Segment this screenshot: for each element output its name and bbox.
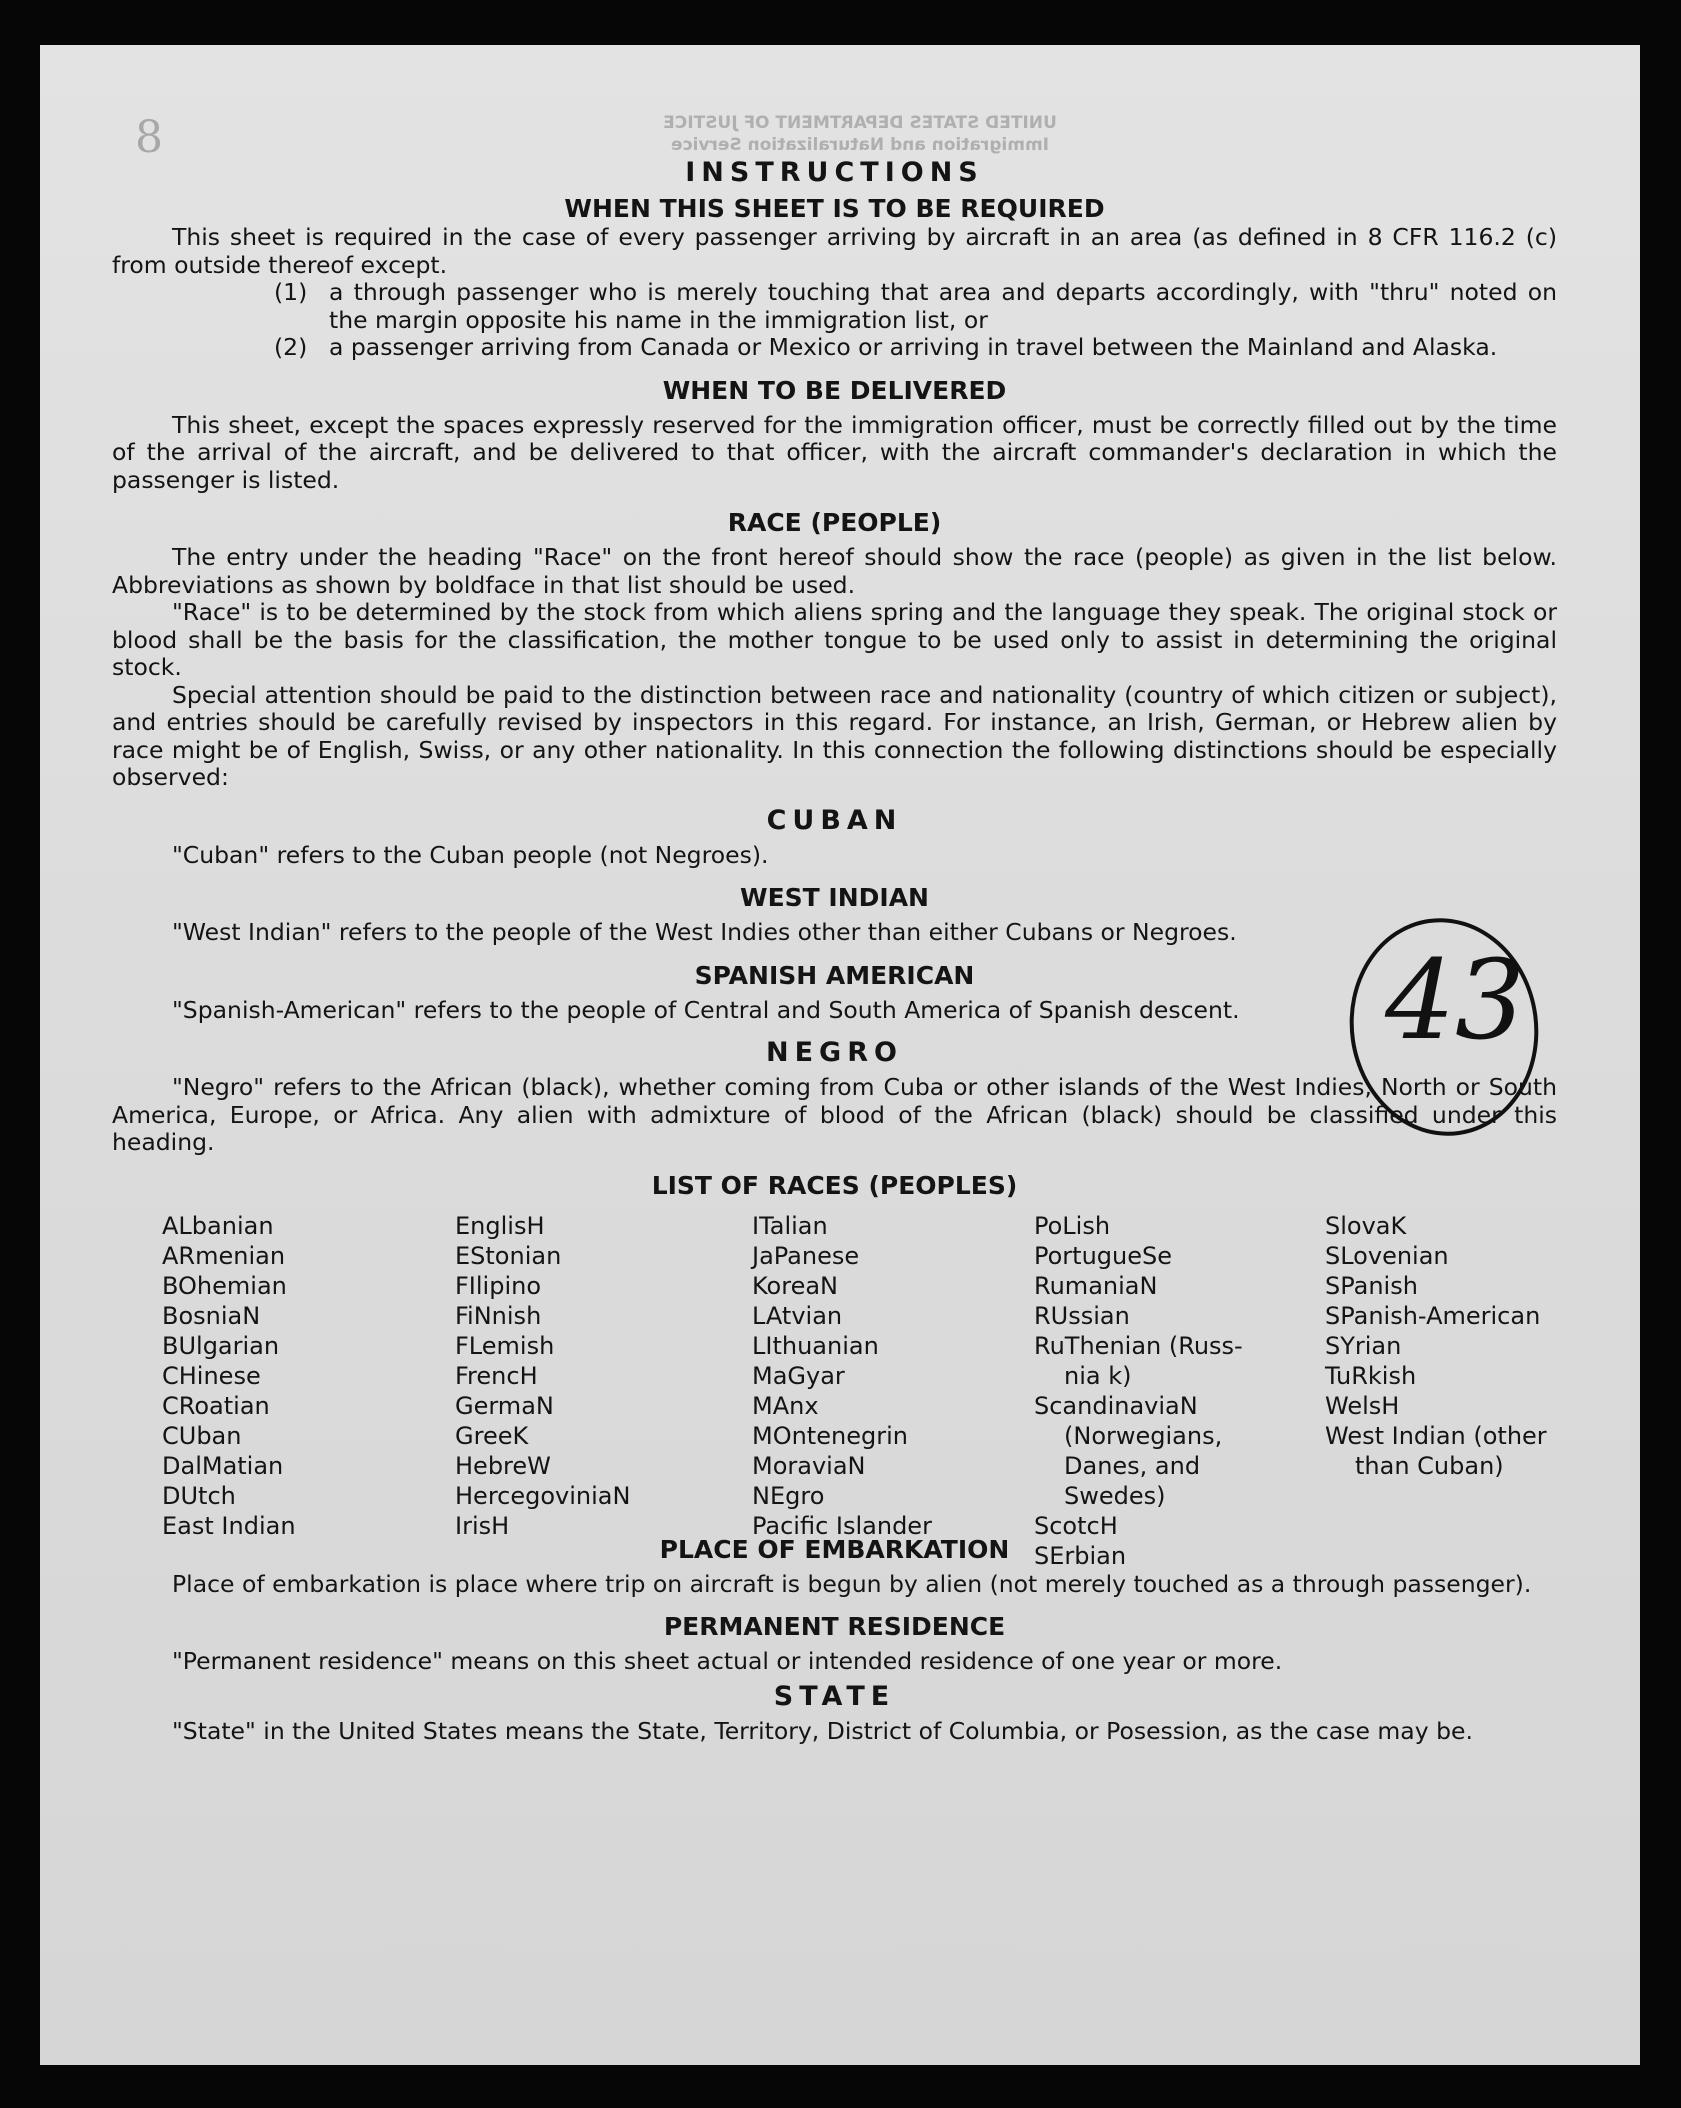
exception-number: (1) [274,278,308,306]
race-column-4 [1034,1211,1243,1571]
race-entry: FiNnish [455,1301,542,1330]
cuban-text: "Cuban" refers to the Cuban people (not Negroes). [172,840,769,869]
race-entry: RumaniaN [1034,1271,1158,1300]
race-entry: LAtvian [752,1301,843,1330]
heading-spanish-american: SPANISH AMERICAN [694,960,975,990]
exception-item [274,334,1557,362]
race-entry: FrencH [455,1361,538,1390]
heading-state: STATE [773,1680,896,1712]
race-entry: EStonian [455,1241,562,1270]
race-entry: BUlgarian [162,1331,280,1360]
exception-number: (2) [274,333,308,361]
race-entry: RuThenian (Russ- [1034,1331,1243,1360]
race-entry: ALbanian [162,1211,274,1240]
race-entry: nia k) [1064,1361,1132,1390]
race-entry: (Norwegians, [1064,1421,1223,1450]
race-entry: SPanish [1325,1271,1418,1300]
exception-item [274,279,1557,334]
section-heading-required: WHEN THIS SHEET IS TO BE REQUIRED [564,194,1105,223]
race-entry: SLovenian [1325,1241,1449,1270]
exception-list [274,279,1557,362]
race-entry: EnglisH [455,1211,545,1240]
race-entry: BosniaN [162,1301,261,1330]
race-entry: NEgro [752,1481,825,1510]
race-entry: DUtch [162,1481,236,1510]
race-column-5 [1325,1211,1547,1481]
handwritten-number: 43 [1385,936,1525,1064]
race-entry: MOntenegrin [752,1421,908,1450]
race-entry: SlovaK [1325,1211,1407,1240]
race-entry: East Indian [162,1511,296,1540]
race-entry: FIlipino [455,1271,542,1300]
race-entry: GermaN [455,1391,554,1420]
race-paragraph-1: The entry under the heading "Race" on the front hereof should show the race (people) as given in the list below. Abbreviations as shown by boldface in that list should be used. [112,543,1557,599]
race-entry: SPanish-American [1325,1301,1541,1330]
race-paragraph-3: Special attention should be paid to the distinction between race and nationality (country of which citizen or subject), and entries should be carefully revised by inspectors in this regard. For instance, an Irish, German, or Hebrew alien by race might be of English, Swiss, or any other nationality. In this connection the following distinctions should be especially observed: [112,680,1557,791]
race-column-2 [455,1211,630,1541]
section-required-intro: This sheet is required in the case of every passenger arriving by aircraft in an area (as defined in 8 CFR 116.2 (c) from outside thereof except. [112,223,1557,279]
race-entry: RUssian [1034,1301,1130,1330]
section-heading-race: RACE (PEOPLE) [727,508,942,537]
race-entry: Pacific Islander [752,1511,932,1540]
race-entry: SYrian [1325,1331,1402,1360]
instructions-body [112,158,1557,1745]
negro-text: "Negro" refers to the African (black), whether coming from Cuba or other islands of the West Indies, North or South America, Europe, or Africa. Any alien with admixture of blood of the African (black) should be classified under this heading. [112,1073,1557,1156]
race-entry: JaPanese [752,1241,860,1270]
race-entry: MAnx [752,1391,819,1420]
race-entry: ARmenian [162,1241,286,1270]
race-entry: PoLish [1034,1211,1111,1240]
heading-negro: NEGRO [766,1037,903,1068]
race-entry: ITalian [752,1211,828,1240]
race-entry: SErbian [1034,1541,1127,1570]
race-entry: GreeK [455,1421,529,1450]
race-column-1 [162,1211,296,1541]
race-entry: PortugueSe [1034,1241,1172,1270]
race-entry: Danes, and [1064,1451,1201,1480]
race-entry: BOhemian [162,1271,287,1300]
page-title: INSTRUCTIONS [685,157,984,188]
race-entry: KoreaN [752,1271,838,1300]
exception-text: a passenger arriving from Canada or Mexico or arriving in travel between the Mainland and Alaska. [329,333,1498,361]
race-paragraph-2: "Race" is to be determined by the stock from which aliens spring and the language they speak. The original stock or blood shall be the basis for the classification, the mother tongue to be used only to assist in determining the original stock. [112,598,1557,681]
race-entry: CUban [162,1421,242,1450]
section-delivered-text: This sheet, except the spaces expressly reserved for the immigration officer, must be correctly filled out by the time of the arrival of the aircraft, and be delivered to that officer, with the aircraft commander's declaration in which the passenger is listed. [112,410,1557,494]
race-entry: HercegoviniaN [455,1481,631,1510]
race-entry: FLemish [455,1331,555,1360]
heading-embarkation: PLACE OF EMBARKATION [659,1534,1010,1564]
race-entry: ScandinaviaN [1034,1391,1198,1420]
race-entry: DalMatian [162,1451,284,1480]
race-entry: Swedes) [1064,1481,1166,1510]
embarkation-text: Place of embarkation is place where trip on aircraft is begun by alien (not merely touched as a through passenger). [172,1569,1532,1598]
race-entry: CHinese [162,1361,261,1390]
race-entry: West Indian (other [1325,1421,1547,1450]
race-entry: IrisH [455,1511,510,1540]
state-text: "State" in the United States means the State, Territory, District of Columbia, or Posession, as the case may be. [172,1716,1473,1745]
race-entry: ScotcH [1034,1511,1118,1540]
west-indian-text: "West Indian" refers to the people of the West Indies other than either Cubans or Negroes. [172,918,1237,946]
corner-pencil-mark: 8 [135,112,163,163]
heading-west-indian: WEST INDIAN [740,883,929,912]
spanish-american-text: "Spanish-American" refers to the people of Central and South America of Spanish descent. [172,995,1240,1024]
race-entry: MoraviaN [752,1451,866,1480]
heading-cuban: CUBAN [766,804,903,836]
section-heading-delivered: WHEN TO BE DELIVERED [662,375,1007,405]
race-entry: WelsH [1325,1391,1400,1420]
race-column-3 [752,1211,932,1541]
heading-list-of-races: LIST OF RACES (PEOPLES) [651,1170,1018,1200]
exception-text: a through passenger who is merely touching that area and departs accordingly, with "thru" noted on the margin opposite his name in the immigration list, or [329,278,1557,334]
race-entry: HebreW [455,1451,551,1480]
race-entry: MaGyar [752,1361,845,1390]
race-entry: TuRkish [1325,1361,1417,1390]
bleed-through-line: Immigration and Naturalization Service [670,135,1050,155]
race-entry: CRoatian [162,1391,270,1420]
bleed-through-line: UNITED STATES DEPARTMENT OF JUSTICE [663,113,1057,133]
race-entry: LIthuanian [752,1331,879,1360]
race-entry: than Cuban) [1355,1451,1504,1480]
heading-permanent-residence: PERMANENT RESIDENCE [663,1612,1006,1641]
residence-text: "Permanent residence" means on this sheet actual or intended residence of one year or more. [172,1647,1283,1675]
bleed-through-text [600,112,1120,156]
